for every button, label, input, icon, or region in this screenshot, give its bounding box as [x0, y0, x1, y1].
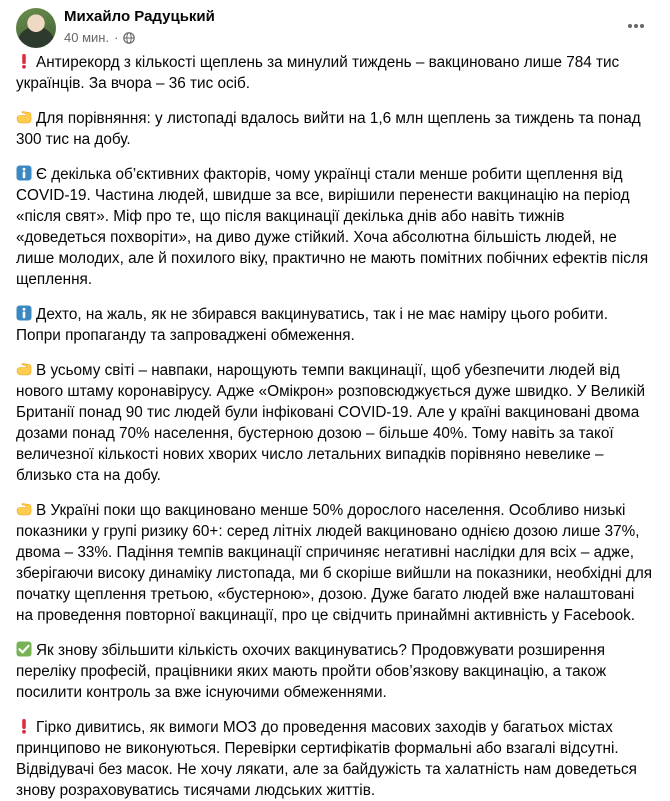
exclamation-icon	[16, 53, 32, 69]
post-paragraph	[16, 52, 654, 94]
post-header	[16, 0, 654, 52]
paragraph-text: В усьому світі – навпаки, нарощують темпи вакцинації, щоб убезпечити людей від нового штаму коронавірусу. Адже «Омікрон» розповсюджується дуже швидко. У Великій Британії понад 90 тис людей були інфіковані COVID-19. Але у країні вакциновані двома дозами понад 70% населення, бустерною дозою – більше 40%. Тому навіть за такої величезної кількості нових хворих число летальних випадків порівняно невелике – близько ста на добу.	[16, 362, 645, 484]
post-paragraph	[16, 360, 654, 486]
paragraph-text: Є декілька об’єктивних факторів, чому українці стали менше робити щеплення від COVID-19. Частина людей, швидше за все, вирішили перенести вакцинацію на період «після свят». Міф про те, що після вакцинації декілька днів або навіть тижнів «доведеться похворіти», на диво дуже стійкий. Хоча абсолютна більшість людей, не лише молодих, але й похилого віку, практично не мають помітних побічних ефектів після щеплення.	[16, 166, 649, 288]
post-body	[16, 52, 654, 801]
more-options-button[interactable]	[622, 12, 650, 40]
paragraph-text: Гірко дивитись, як вимоги МОЗ до проведення масових заходів у багатьох містах принципово не виконуються. Перевірки сертифікатів формальні або взагалі відсутні. Відвідувачі без масок. Не хочу лякати, але за байдужість та халатність нам доведеться знову розраховуватись тисячами людських життів.	[16, 719, 637, 799]
paragraph-text: Для порівняння: у листопаді вдалось вийти на 1,6 млн щеплень за тиждень та понад 300 тис на добу.	[16, 110, 641, 148]
post-paragraph	[16, 164, 654, 290]
pointing-hand-icon	[16, 361, 32, 377]
author-name[interactable]: Михайло Радуцький	[64, 8, 215, 25]
paragraph-text: Як знову збільшити кількість охочих вакцинуватись? Продовжувати розширення переліку професій, працівники яких мають пройти обов’язкову вакцинацію, а також посилити контроль за вже існуючими обмеженнями.	[16, 642, 607, 701]
info-icon	[16, 305, 32, 321]
separator-dot: ·	[114, 30, 119, 45]
post-paragraph	[16, 717, 654, 801]
post-time[interactable]: 40 мин.	[64, 30, 110, 45]
paragraph-text: В Україні поки що вакциновано менше 50% дорослого населення. Особливо низькі показники у групі ризику 60+: серед літніх людей вакциновано однією дозою лише 37%, двома – 33%. Падіння темпів вакцинації спричиняє негативні наслідки для всіх – адже, зберігаючи високу динаміку листопада, ми б скоріше вийшли на показники, необхідні для початку щеплення третьою, «бустерною», дозою. Дуже багато людей вже налаштовані на проведення повторної вакцинації, про це свідчить принаймні активність у Facebook.	[16, 502, 653, 624]
post-meta	[64, 30, 135, 45]
post-paragraph	[16, 500, 654, 626]
check-mark-icon	[16, 641, 32, 657]
globe-icon[interactable]	[123, 32, 135, 44]
info-icon	[16, 165, 32, 181]
pointing-hand-icon	[16, 109, 32, 125]
post-paragraph	[16, 640, 654, 703]
more-dots-icon	[626, 16, 646, 36]
paragraph-text: Дехто, на жаль, як не збирався вакцинуватись, так і не має наміру цього робити. Попри пропаганду та запроваджені обмеження.	[16, 306, 608, 344]
post-paragraph	[16, 108, 654, 150]
avatar[interactable]	[16, 8, 56, 48]
exclamation-icon	[16, 718, 32, 734]
post-paragraph	[16, 304, 654, 346]
paragraph-text: Антирекорд з кількості щеплень за минулий тиждень – вакциновано лише 784 тис українців. За вчора – 36 тис осіб.	[16, 54, 620, 92]
pointing-hand-icon	[16, 501, 32, 517]
